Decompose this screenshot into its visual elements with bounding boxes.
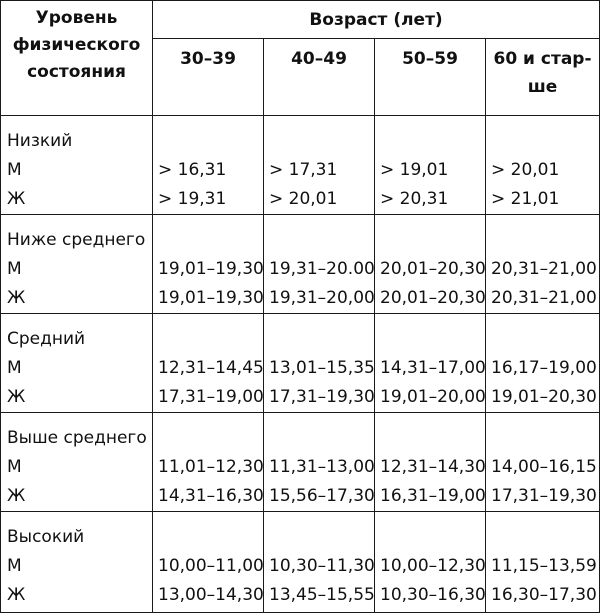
time-range-value: 19,31–20,00 — [269, 288, 375, 308]
value-cell — [375, 116, 486, 215]
time-range-value: > 20,01 — [269, 189, 338, 209]
age-column-label: 60 и стар- — [493, 49, 592, 69]
table-row — [1, 116, 600, 215]
value-cell — [153, 215, 264, 314]
value-cell — [486, 116, 600, 215]
time-range-value: > 20,01 — [491, 160, 560, 180]
sex-label: Ж — [7, 387, 26, 407]
time-range-value: 15,56–17,30 — [269, 486, 375, 506]
value-cell — [153, 413, 264, 512]
time-range-value: 14,00–16,15 — [491, 457, 597, 477]
value-cell — [375, 413, 486, 512]
sex-label: Ж — [7, 288, 26, 308]
value-cell — [375, 512, 486, 613]
time-range-value: 12,31–14,30 — [380, 457, 486, 477]
time-range-value: 10,30–16,30 — [380, 585, 486, 605]
time-range-value: 17,31–19,30 — [269, 387, 375, 407]
time-range-value: 14,31–16,30 — [158, 486, 264, 506]
table-row — [1, 413, 600, 512]
age-group-header: Возраст (лет) — [153, 1, 600, 39]
level-cell — [1, 512, 153, 613]
time-range-value: 10,00–11,00 — [158, 556, 264, 576]
sex-label: Ж — [7, 486, 26, 506]
table-row — [1, 512, 600, 613]
time-range-value: 12,31–14,45 — [158, 358, 264, 378]
value-cell — [486, 512, 600, 613]
value-cell — [375, 314, 486, 413]
level-header-line: физического — [12, 35, 141, 55]
age-column-header — [153, 39, 264, 116]
value-cell — [264, 116, 375, 215]
time-range-value: > 16,31 — [158, 160, 227, 180]
value-cell — [264, 512, 375, 613]
value-cell — [486, 215, 600, 314]
time-range-value: 19,01–19,30 — [158, 259, 264, 279]
value-cell — [264, 413, 375, 512]
time-range-value: 19,31–20.00 — [269, 259, 375, 279]
sex-label: М — [7, 457, 22, 477]
time-range-value: 10,00–12,30 — [380, 556, 486, 576]
age-column-header — [375, 39, 486, 116]
level-cell — [1, 413, 153, 512]
level-name: Средний — [7, 329, 86, 349]
time-range-value: 10,30–11,30 — [269, 556, 375, 576]
time-range-value: 13,00–14,30 — [158, 585, 264, 605]
value-cell — [153, 512, 264, 613]
table-row — [1, 215, 600, 314]
value-cell — [486, 413, 600, 512]
value-cell — [153, 314, 264, 413]
time-range-value: 19,01–20,00 — [380, 387, 486, 407]
age-column-header — [486, 39, 600, 116]
level-cell — [1, 116, 153, 215]
value-cell — [264, 314, 375, 413]
time-range-value: 17,31–19,30 — [491, 486, 597, 506]
time-range-value: 20,01–20,30 — [380, 288, 486, 308]
sex-label: М — [7, 556, 22, 576]
time-range-value: > 19,31 — [158, 189, 227, 209]
level-header-line: состояния — [27, 62, 126, 82]
level-cell — [1, 215, 153, 314]
age-column-header — [264, 39, 375, 116]
level-name: Низкий — [7, 131, 73, 151]
time-range-value: 20,31–21,00 — [491, 288, 597, 308]
level-name: Выше среднего — [7, 428, 147, 448]
age-column-label: 50–59 — [402, 49, 458, 69]
sex-label: М — [7, 160, 22, 180]
value-cell — [486, 314, 600, 413]
time-range-value: 13,45–15,55 — [269, 585, 375, 605]
age-column-label: 40–49 — [291, 49, 347, 69]
time-range-value: 14,31–17,00 — [380, 358, 486, 378]
sex-label: М — [7, 358, 22, 378]
time-range-value: 11,01–12,30 — [158, 457, 264, 477]
time-range-value: 11,31–13,00 — [269, 457, 375, 477]
sex-label: М — [7, 259, 22, 279]
time-range-value: > 21,01 — [491, 189, 560, 209]
time-range-value: 16,17–19,00 — [491, 358, 597, 378]
sex-label: Ж — [7, 585, 26, 605]
time-range-value: 16,31–19,00 — [380, 486, 486, 506]
time-range-value: 13,01–15,35 — [269, 358, 375, 378]
value-cell — [153, 116, 264, 215]
sex-label: Ж — [7, 189, 26, 209]
table-header — [1, 1, 600, 116]
time-range-value: 16,30–17,30 — [491, 585, 597, 605]
age-column-label: 30–39 — [180, 49, 236, 69]
time-range-value: 17,31–19,00 — [158, 387, 264, 407]
time-range-value: 11,15–13,59 — [491, 556, 597, 576]
time-range-value: > 20,31 — [380, 189, 449, 209]
time-range-value: 19,01–19,30 — [158, 288, 264, 308]
level-name: Высокий — [7, 527, 85, 547]
level-header-line: Уровень — [35, 8, 118, 28]
time-range-value: 20,01–20,30 — [380, 259, 486, 279]
table-row — [1, 314, 600, 413]
value-cell — [264, 215, 375, 314]
level-name: Ниже среднего — [7, 230, 146, 250]
value-cell — [375, 215, 486, 314]
time-range-value: > 17,31 — [269, 160, 338, 180]
age-column-label: ше — [527, 77, 558, 97]
time-range-value: > 19,01 — [380, 160, 449, 180]
time-range-value: 19,01–20,30 — [491, 387, 597, 407]
level-cell — [1, 314, 153, 413]
time-range-value: 20,31–21,00 — [491, 259, 597, 279]
level-column-header — [1, 1, 153, 116]
